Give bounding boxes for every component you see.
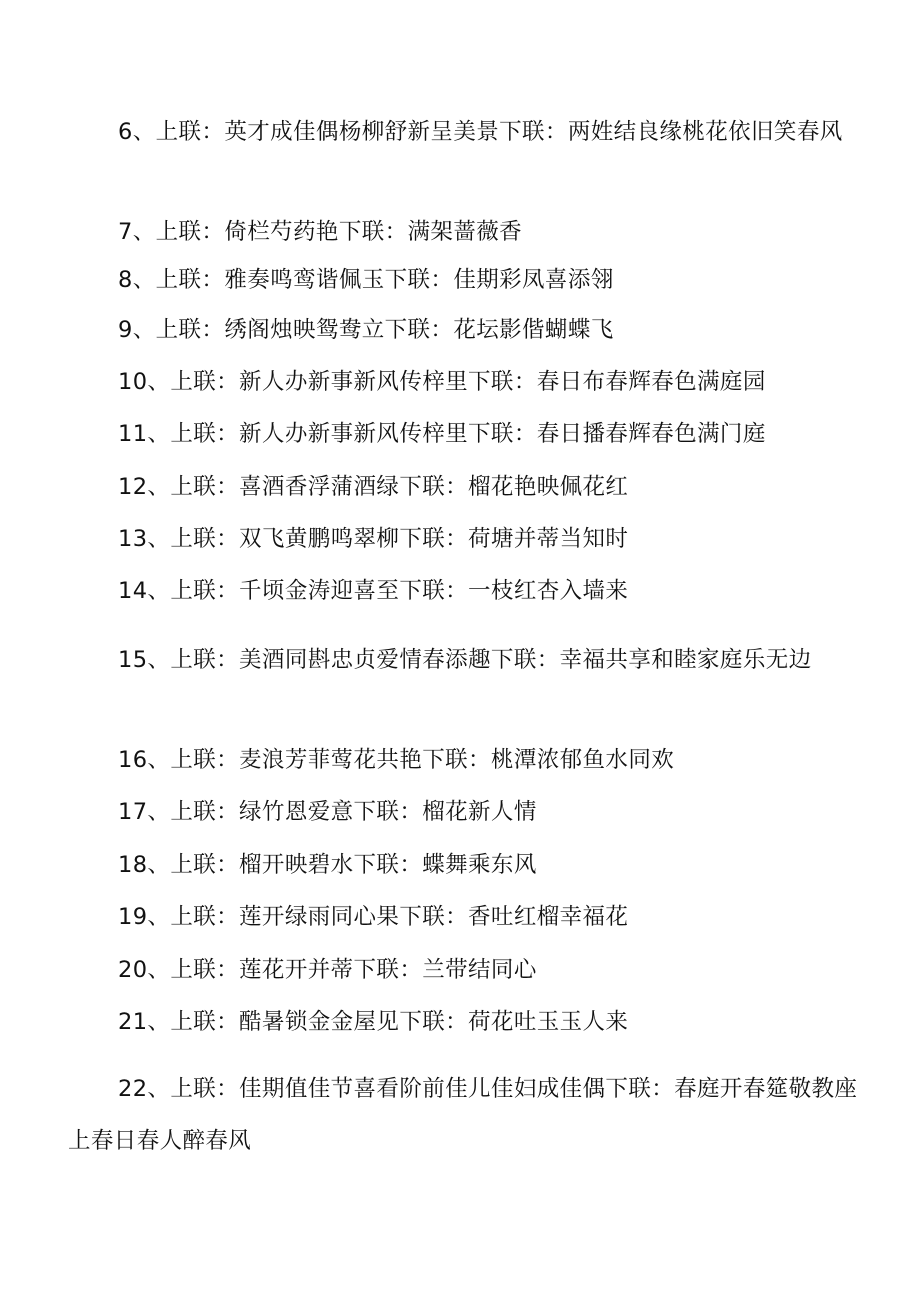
- couplet-entry-16: 16、上联：麦浪芳菲莺花共艳下联：桃潭浓郁鱼水同欢: [118, 747, 675, 773]
- couplet-entry-13: 13、上联：双飞黄鹏鸣翠柳下联：荷塘并蒂当知时: [118, 526, 629, 552]
- couplet-entry-15: 15、上联：美酒同斟忠贞爱情春添趣下联：幸福共享和睦家庭乐无边: [118, 647, 812, 673]
- couplet-entry-8: 8、上联：雅奏鸣鸾谐佩玉下联：佳期彩凤喜添翎: [118, 267, 614, 293]
- couplet-entry-14: 14、上联：千顷金涛迎喜至下联：一枝红杏入墙来: [118, 578, 629, 604]
- couplet-entry-17: 17、上联：绿竹恩爱意下联：榴花新人情: [118, 799, 537, 825]
- couplet-entry-21: 21、上联：酷暑锁金金屋见下联：荷花吐玉玉人来: [118, 1009, 629, 1035]
- couplet-entry-11: 11、上联：新人办新事新风传梓里下联：春日播春辉春色满门庭: [118, 421, 766, 447]
- couplet-entry-20: 20、上联：莲花开并蒂下联：兰带结同心: [118, 957, 537, 983]
- couplet-entry-22: 22、上联：佳期值佳节喜看阶前佳儿佳妇成佳偶下联：春庭开春筵敬教座上春日春人醉春风: [68, 1076, 858, 1154]
- couplet-entry-7: 7、上联：倚栏芍药艳下联：满架蔷薇香: [118, 219, 523, 245]
- couplet-entry-6: 6、上联：英才成佳偶杨柳舒新呈美景下联：两姓结良缘桃花依旧笑春风: [118, 119, 843, 145]
- couplet-entry-18: 18、上联：榴开映碧水下联：蝶舞乘东风: [118, 852, 537, 878]
- couplet-entry-10: 10、上联：新人办新事新风传梓里下联：春日布春辉春色满庭园: [118, 369, 766, 395]
- couplet-entry-19: 19、上联：莲开绿雨同心果下联：香吐红榴幸福花: [118, 904, 629, 930]
- couplet-entry-12: 12、上联：喜酒香浮蒲酒绿下联：榴花艳映佩花红: [118, 474, 629, 500]
- couplet-entry-9: 9、上联：绣阁烛映鸳鸯立下联：花坛影偕蝴蝶飞: [118, 317, 614, 343]
